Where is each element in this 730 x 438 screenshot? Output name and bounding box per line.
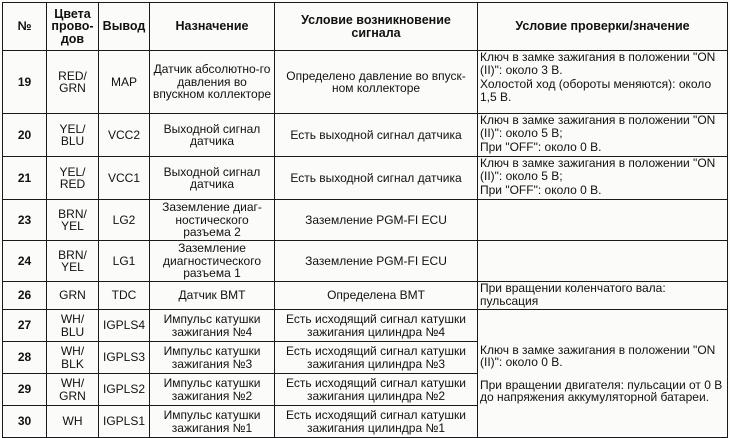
header-num: №: [3, 3, 47, 51]
cell-pin: LG1: [99, 241, 150, 282]
cell-pin: IGPLS4: [99, 310, 150, 342]
cell-wire-color: YEL/ BLU: [47, 114, 99, 157]
cell-signal-condition: Есть исходящий сигнал катушки зажигания цилиндра №1: [275, 406, 478, 438]
check-line: Ключ в замке зажигания в положении "ON (II)": около 0 В.: [480, 342, 716, 369]
cell-num: 30: [3, 406, 47, 438]
cell-num: 27: [3, 310, 47, 342]
check-line: Ключ в замке зажигания в положении "ON (II)": около 3 В.: [480, 50, 716, 77]
cell-check-condition: [478, 157, 728, 200]
cell-num: 28: [3, 342, 47, 374]
cell-signal-condition: Есть исходящий сигнал катушки зажигания цилиндра №2: [275, 374, 478, 406]
cell-signal-condition: Определено давление во впуск-ном коллекторе: [275, 51, 478, 114]
cell-check-condition: [478, 282, 728, 310]
cell-check-condition: [478, 51, 728, 114]
cell-wire-color: RED/ GRN: [47, 51, 99, 114]
check-line: При вращении коленчатого вала: пульсация: [480, 281, 666, 308]
header-wire-color: Цвета прово-дов: [47, 3, 99, 51]
cell-purpose: Импульс катушки зажигания №1: [150, 406, 275, 438]
check-line: При вращении двигателя: пульсации от 0 В до напряжения аккумуляторной батареи.: [480, 377, 723, 404]
cell-purpose: Выходной сигнал датчика: [150, 114, 275, 157]
cell-wire-color: WH: [47, 406, 99, 438]
cell-wire-color: GRN: [47, 282, 99, 310]
table-row: [3, 114, 728, 157]
cell-check-condition-ignition: [478, 310, 728, 438]
pinout-table: [2, 2, 728, 438]
cell-signal-condition: Есть исходящий сигнал катушки зажигания цилиндра №4: [275, 310, 478, 342]
check-line: Ключ в замке зажигания в положении "ON (II)": около 5 В;: [480, 113, 716, 140]
cell-pin: VCC2: [99, 114, 150, 157]
cell-purpose: Импульс катушки зажигания №2: [150, 374, 275, 406]
cell-pin: VCC1: [99, 157, 150, 200]
cell-purpose: Импульс катушки зажигания №3: [150, 342, 275, 374]
header-purpose: Назначение: [150, 3, 275, 51]
table-row: [3, 241, 728, 282]
cell-num: 24: [3, 241, 47, 282]
cell-signal-condition: Есть выходной сигнал датчика: [275, 157, 478, 200]
cell-wire-color: WH/ GRN: [47, 374, 99, 406]
cell-wire-color: BRN/ YEL: [47, 200, 99, 241]
table-row: [3, 157, 728, 200]
cell-wire-color: BRN/ YEL: [47, 241, 99, 282]
cell-pin: IGPLS3: [99, 342, 150, 374]
cell-num: 21: [3, 157, 47, 200]
header-row: [3, 3, 728, 51]
cell-purpose: Выходной сигнал датчика: [150, 157, 275, 200]
table-row: [3, 200, 728, 241]
check-line: При "OFF": около 0 В.: [480, 183, 602, 197]
cell-signal-condition: Есть выходной сигнал датчика: [275, 114, 478, 157]
cell-check-condition: [478, 241, 728, 282]
cell-wire-color: WH/ BLU: [47, 310, 99, 342]
cell-pin: MAP: [99, 51, 150, 114]
cell-check-condition: [478, 114, 728, 157]
cell-purpose: Датчик ВМТ: [150, 282, 275, 310]
cell-purpose: Заземление диагностического разъема 1: [150, 241, 275, 282]
cell-num: 19: [3, 51, 47, 114]
cell-wire-color: YEL/ RED: [47, 157, 99, 200]
table-row: [3, 310, 728, 342]
cell-purpose: Импульс катушки зажигания №4: [150, 310, 275, 342]
check-line: Холостой ход (обороты меняются): около 1,5 В.: [480, 77, 712, 104]
cell-pin: TDC: [99, 282, 150, 310]
cell-num: 20: [3, 114, 47, 157]
table-row: [3, 51, 728, 114]
header-signal-condition: Условие возникновение сигнала: [275, 3, 478, 51]
cell-wire-color: WH/ BLK: [47, 342, 99, 374]
cell-signal-condition: Заземление PGM-FI ECU: [275, 200, 478, 241]
cell-pin: LG2: [99, 200, 150, 241]
cell-check-condition: [478, 200, 728, 241]
cell-num: 29: [3, 374, 47, 406]
cell-signal-condition: Есть исходящий сигнал катушки зажигания цилиндра №3: [275, 342, 478, 374]
check-line: Ключ в замке зажигания в положении "ON (II)": около 5 В;: [480, 156, 716, 183]
cell-num: 26: [3, 282, 47, 310]
cell-num: 23: [3, 200, 47, 241]
table-row: [3, 282, 728, 310]
cell-purpose: Датчик абсолютно-го давления во впускном коллекторе: [150, 51, 275, 114]
cell-pin: IGPLS2: [99, 374, 150, 406]
cell-pin: IGPLS1: [99, 406, 150, 438]
check-line: При "OFF": около 0 В.: [480, 140, 602, 154]
cell-signal-condition: Заземление PGM-FI ECU: [275, 241, 478, 282]
cell-signal-condition: Определена ВМТ: [275, 282, 478, 310]
header-check-condition: Условие проверки/значение: [478, 3, 728, 51]
cell-purpose: Заземление диаг-ностического разъема 2: [150, 200, 275, 241]
header-pin: Вывод: [99, 3, 150, 51]
